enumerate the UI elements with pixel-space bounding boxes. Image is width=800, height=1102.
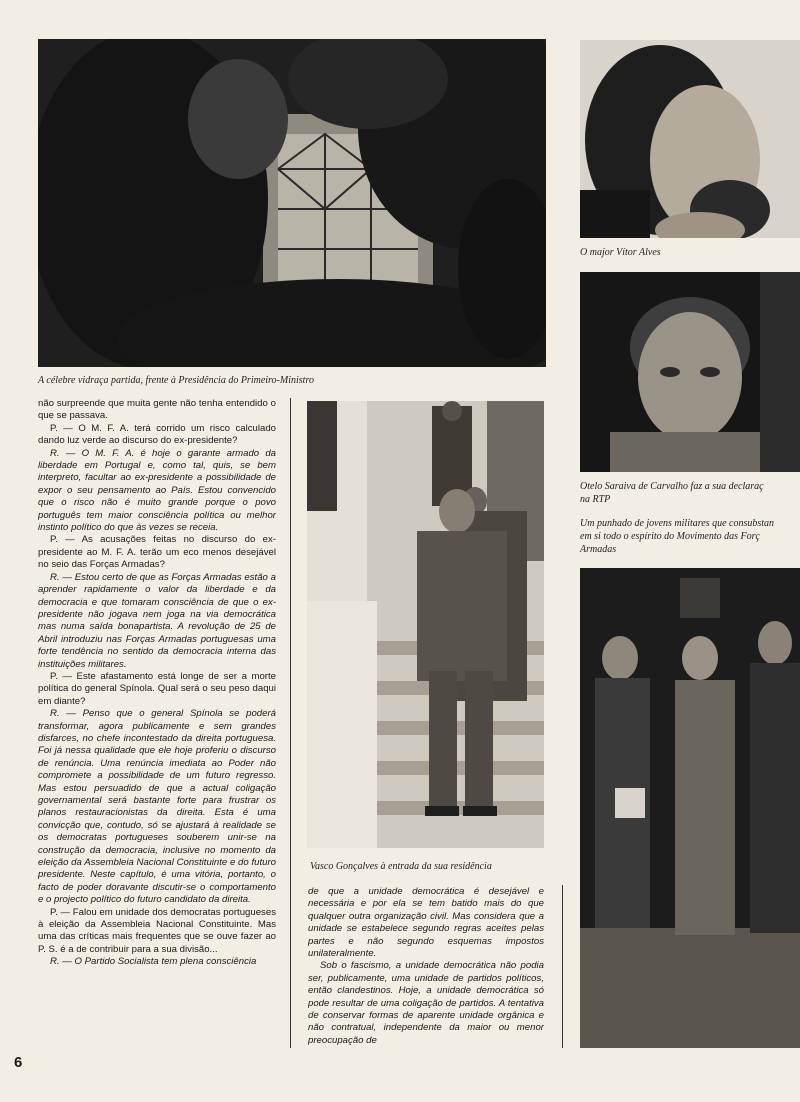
photo-broken-window [38,39,546,367]
caption-otelo-line2: na RTP [580,494,611,505]
caption-young-military-line2: em si todo o espírito do Movimento das Forç [580,531,760,542]
photo-vasco-goncalves [307,401,544,848]
paragraph: R. — Penso que o general Spínola se poderá transformar, agora publicamente e sem grandes disfarces, no chefe incontestado da direita portuguesa. Foi já nessa qualidade que ele hoje proferiu o discurso de renúncia. Uma renúncia imediata ao Poder não compromete a possibilidade de um futuro regresso. Mas estou persuadido de que a actual coligação governamental será bastante forte para frustrar os planos restauracionistas da direita. Esta é uma convicção que, contudo, só se ajustará à realidade se os democratas portugueses souberem unir-se na construção da democracia, inclusive no momento da eleição da Assembleia Nacional Constituinte e do futuro presidente. Neste capítulo, é uma vitória, portanto, o facto de poder doravante discutir-se o comportamento e o projecto político do futuro candidato da direita. [38,708,276,906]
photo-otelo [580,272,800,472]
page-number: 6 [14,1054,23,1071]
caption-young-military [580,517,800,556]
paragraph: não surpreende que muita gente não tenha entendido o que se passava. [38,398,276,422]
text-column-1 [38,398,276,1050]
vitor-alves-image [580,40,800,238]
caption-broken-window: A célebre vidraça partida, frente à Presidência do Primeiro-Ministro [38,375,314,386]
photo-vitor-alves [580,40,800,238]
paragraph: R. — Estou certo de que as Forças Armadas estão a aprender rapidamente o valor da liberdade e da democracia e que tomaram consciência de que o ex-presidente não jogava nem joga na via democrática mas numa saída bonapartista. A revolução de 25 de Abril introduziu nas Forças Armadas portuguesas uma forte tendência no sentido da democracia interna das instituições militares. [38,571,276,670]
caption-otelo-line1: Otelo Saraiva de Carvalho faz a sua declaraç [580,481,764,492]
paragraph: R. — O M. F. A. é hoje o garante armado da liberdade em Portugal e, como tal, quis, se bem interpreto, facultar ao ex-presidente a possibilidade de expor o seu pensamento ao País. Estou convencido que o risco não é muito grande porque o povo português tem maior consciência política ou melhor instinto político do que às vezes se receia. [38,447,276,534]
paragraph: de que a unidade democrática é desejável e necessária e por ela se tem batido mais do que qualquer outra organização civil. Mas considera que a unidade se estabelece segundo regras aceites pelas partes e não segundo esquemas impostos unilateralmente. [308,886,544,960]
otelo-image [580,272,800,472]
column-rule-right [562,885,563,1048]
broken-window-image [38,39,546,367]
caption-otelo [580,480,800,506]
paragraph: P. — O M. F. A. terá corrido um risco calculado dando luz verde ao discurso do ex-presidente? [38,422,276,447]
vasco-goncalves-image [307,401,544,848]
paragraph: Sob o fascismo, a unidade democrática não podia ser, publicamente, uma unidade de partidos políticos, então clandestinos. Hoje, a unidade democrática só pode resultar de uma coligação de partidos. A tentativa de conservar formas de aparente unidade orgânica e não contratual, independente da maior ou menor preocupação de [308,960,544,1046]
column-rule [290,398,291,1048]
caption-young-military-line3: Armadas [580,544,617,555]
paragraph: P. — Falou em unidade dos democratas portugueses à eleição da Assembleia Nacional Constituinte. Mas uma das críticas mais frequentes que se ouve fazer ao P. S. é a de contribuir para a sua divisão... [38,906,276,955]
photo-young-officers [580,568,800,1048]
caption-vasco-goncalves: Vasco Gonçalves à entrada da sua residência [310,861,492,872]
text-column-2 [308,886,544,1050]
young-officers-image [580,568,800,1048]
paragraph: P. — As acusações feitas no discurso do ex-presidente ao M. F. A. terão um eco menos desejável no seio das Forças Armadas? [38,534,276,571]
paragraph: P. — Este afastamento está longe de ser a morte política do general Spínola. Qual será o seu peso daqui em diante? [38,670,276,707]
caption-vitor-alves: O major Vítor Alves [580,247,661,258]
paragraph: R. — O Partido Socialista tem plena consciência [50,956,257,968]
caption-young-military-line1: Um punhado de jovens militares que consubstan [580,518,775,529]
